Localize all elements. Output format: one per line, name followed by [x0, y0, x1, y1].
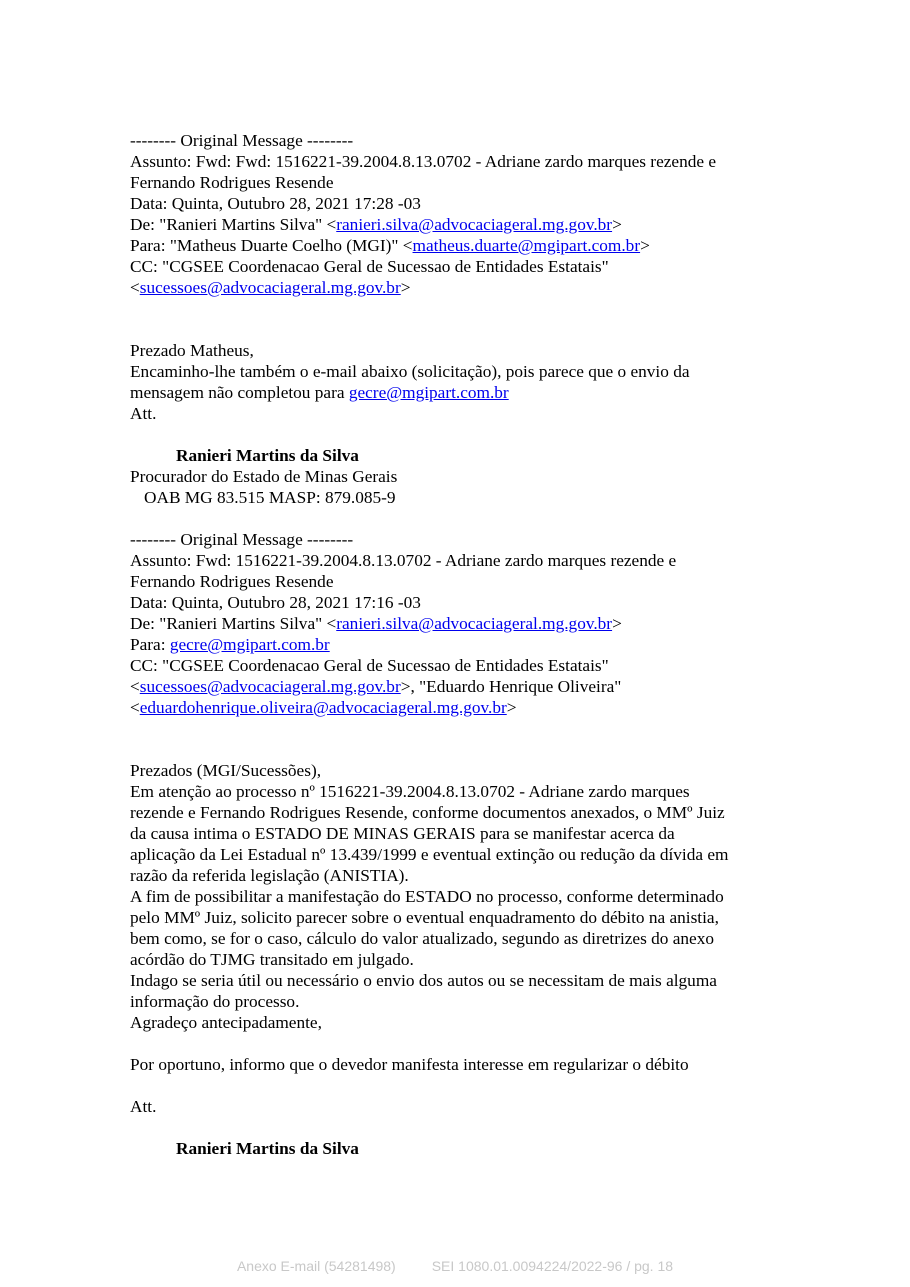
greeting: Prezados (MGI/Sucessões), — [130, 761, 322, 780]
original-message-marker: -------- Original Message -------- — [130, 131, 354, 150]
body-line: A fim de possibilitar a manifestação do ESTADO no processo, conforme determinado — [130, 887, 724, 906]
subject-line-continued: Fernando Rodrigues Resende — [130, 572, 334, 591]
cc-line: CC: "CGSEE Coordenacao Geral de Sucessao de Entidades Estatais" — [130, 656, 609, 675]
body-line: pelo MMº Juiz, solicito parecer sobre o eventual enquadramento do débito na anistia, — [130, 908, 719, 927]
to-label: Para: — [130, 635, 170, 654]
cc-suffix: >, "Eduardo Henrique Oliveira" — [400, 677, 622, 696]
body-line: bem como, se for o caso, cálculo do valor atualizado, segundo as diretrizes do anexo — [130, 929, 715, 948]
from-label: De: "Ranieri Martins Silva" < — [130, 215, 337, 234]
subject-line: Assunto: Fwd: Fwd: 1516221-39.2004.8.13.0702 - Adriane zardo marques rezende e — [130, 152, 717, 171]
to-line — [130, 235, 810, 256]
subject-line-continued: Fernando Rodrigues Resende — [130, 173, 334, 192]
cc-email-link[interactable]: sucessoes@advocaciageral.mg.gov.br — [139, 278, 401, 297]
page-footer — [0, 1256, 910, 1277]
body-line: rezende e Fernando Rodrigues Resende, conforme documentos anexados, o MMº Juiz — [130, 803, 725, 822]
cc-prefix: < — [130, 278, 140, 297]
body-line: acórdão do TJMG transitado em julgado. — [130, 950, 414, 969]
to-label: Para: "Matheus Duarte Coelho (MGI)" < — [130, 236, 413, 255]
spacer — [130, 298, 810, 340]
cc-email-link[interactable]: eduardohenrique.oliveira@advocaciageral.mg.gov.br — [139, 698, 507, 717]
body-line: razão da referida legislação (ANISTIA). — [130, 866, 409, 885]
footer-sei-reference: SEI 1080.01.0094224/2022-96 / pg. 18 — [431, 1258, 674, 1274]
to-email-link[interactable]: matheus.duarte@mgipart.com.br — [412, 236, 641, 255]
cc-line: CC: "CGSEE Coordenacao Geral de Sucessao de Entidades Estatais" — [130, 257, 609, 276]
body-line: Agradeço antecipadamente, — [130, 1013, 322, 1032]
cc-line-continued — [130, 697, 810, 718]
spacer — [130, 424, 810, 445]
spacer — [130, 718, 810, 760]
cc-line-continued — [130, 676, 810, 697]
from-suffix: > — [612, 614, 622, 633]
body-line: informação do processo. — [130, 992, 300, 1011]
signature-oab: OAB MG 83.515 MASP: 879.085-9 — [144, 488, 396, 507]
to-suffix: > — [640, 236, 650, 255]
cc-prefix: < — [130, 677, 140, 696]
to-email-link[interactable]: gecre@mgipart.com.br — [169, 635, 330, 654]
footer-attachment-label: Anexo E-mail (54281498) — [236, 1258, 396, 1274]
signature-name: Ranieri Martins da Silva — [176, 1139, 359, 1158]
note-line: Por oportuno, informo que o devedor manifesta interesse em regularizar o débito — [130, 1055, 689, 1074]
spacer — [130, 1033, 810, 1054]
body-line: aplicação da Lei Estadual nº 13.439/1999 e eventual extinção ou redução da dívida em — [130, 845, 729, 864]
cc-suffix: > — [400, 278, 411, 297]
signature-title: Procurador do Estado de Minas Gerais — [130, 467, 398, 486]
subject-line: Assunto: Fwd: 1516221-39.2004.8.13.0702 - Adriane zardo marques rezende e — [130, 551, 677, 570]
from-suffix: > — [612, 215, 622, 234]
body-line — [130, 382, 810, 403]
greeting: Prezado Matheus, — [130, 341, 254, 360]
cc-line-continued — [130, 277, 810, 298]
gecre-email-link[interactable]: gecre@mgipart.com.br — [348, 383, 509, 402]
spacer — [130, 1075, 810, 1096]
to-line — [130, 634, 810, 655]
from-line — [130, 214, 810, 235]
original-message-marker: -------- Original Message -------- — [130, 530, 354, 549]
date-line: Data: Quinta, Outubro 28, 2021 17:16 -03 — [130, 593, 421, 612]
from-label: De: "Ranieri Martins Silva" < — [130, 614, 337, 633]
body-text: mensagem não completou para — [130, 383, 349, 402]
from-email-link[interactable]: ranieri.silva@advocaciageral.mg.gov.br — [336, 215, 613, 234]
body-line: da causa intima o ESTADO DE MINAS GERAIS para se manifestar acerca da — [130, 824, 675, 843]
date-line: Data: Quinta, Outubro 28, 2021 17:28 -03 — [130, 194, 421, 213]
cc-suffix: > — [506, 698, 517, 717]
cc-prefix: < — [130, 698, 140, 717]
closing: Att. — [130, 1097, 157, 1116]
signature-name: Ranieri Martins da Silva — [176, 446, 359, 465]
email-document — [130, 130, 810, 1159]
closing: Att. — [130, 404, 157, 423]
from-email-link[interactable]: ranieri.silva@advocaciageral.mg.gov.br — [336, 614, 613, 633]
body-line: Encaminho-lhe também o e-mail abaixo (solicitação), pois parece que o envio da — [130, 362, 690, 381]
cc-email-link[interactable]: sucessoes@advocaciageral.mg.gov.br — [139, 677, 401, 696]
spacer — [130, 1117, 810, 1138]
body-line: Indago se seria útil ou necessário o envio dos autos ou se necessitam de mais alguma — [130, 971, 717, 990]
body-line: Em atenção ao processo nº 1516221-39.2004.8.13.0702 - Adriane zardo marques — [130, 782, 690, 801]
from-line — [130, 613, 810, 634]
spacer — [130, 508, 810, 529]
